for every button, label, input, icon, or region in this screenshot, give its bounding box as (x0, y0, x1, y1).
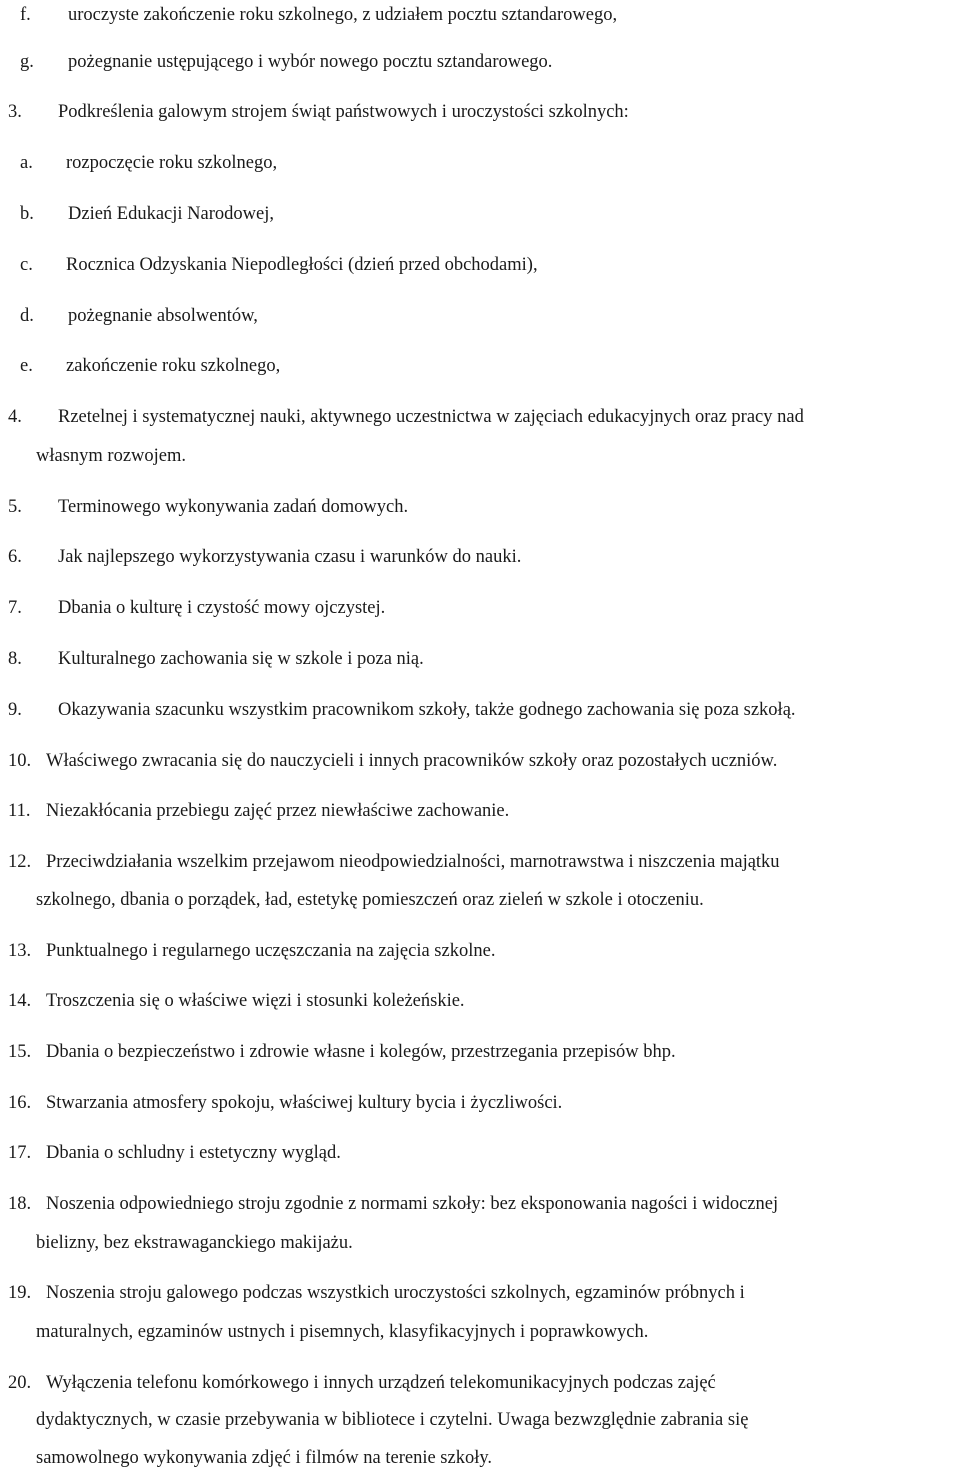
list-item (0, 99, 960, 125)
item-marker: g. (20, 52, 34, 72)
item-marker: 5. (8, 497, 22, 517)
item-marker: 13. (8, 941, 32, 961)
item-marker: d. (20, 306, 34, 326)
item-text: Troszczenia się o właściwe więzi i stosunki koleżeńskie. (46, 991, 465, 1011)
item-marker: 3. (8, 102, 22, 122)
item-text: rozpoczęcie roku szkolnego, (66, 153, 278, 173)
item-text: Okazywania szacunku wszystkim pracownikom szkoły, także godnego zachowania się poza szkołą. (58, 700, 796, 720)
list-item (0, 49, 960, 75)
list-item (0, 544, 960, 570)
item-text: Rocznica Odzyskania Niepodległości (dzień przed obchodami), (66, 255, 538, 275)
item-marker: 20. (8, 1373, 32, 1393)
item-marker: 17. (8, 1143, 32, 1163)
list-item (0, 303, 960, 329)
item-marker: 6. (8, 547, 22, 567)
item-text: Właściwego zwracania się do nauczycieli i innych pracowników szkoły oraz pozostałych uczniów. (46, 751, 778, 771)
item-continuation: szkolnego, dbania o porządek, ład, estetykę pomieszczeń oraz zieleń w szkole i otoczeniu. (36, 890, 704, 910)
list-item (0, 1280, 960, 1306)
item-marker: 14. (8, 991, 32, 1011)
list-item (0, 201, 960, 227)
item-text: Wyłączenia telefonu komórkowego i innych urządzeń telekomunikacyjnych podczas zajęć (46, 1373, 716, 1393)
item-marker: 11. (8, 801, 31, 821)
item-marker: 16. (8, 1093, 32, 1113)
item-text: Podkreślenia galowym strojem świąt państwowych i uroczystości szkolnych: (58, 102, 629, 122)
item-continuation: samowolnego wykonywania zdjęć i filmów na terenie szkoły. (36, 1448, 493, 1468)
item-text: Punktualnego i regularnego uczęszczania na zajęcia szkolne. (46, 941, 496, 961)
item-marker: 15. (8, 1042, 32, 1062)
item-text: Stwarzania atmosfery spokoju, właściwej kultury bycia i życzliwości. (46, 1093, 563, 1113)
item-continuation: własnym rozwojem. (36, 446, 187, 466)
list-item (0, 748, 960, 774)
list-item (0, 404, 960, 430)
item-text: Jak najlepszego wykorzystywania czasu i warunków do nauki. (58, 547, 522, 567)
list-item (0, 798, 960, 824)
item-marker: 4. (8, 407, 22, 427)
list-item (0, 252, 960, 278)
list-item (0, 849, 960, 875)
item-marker: 8. (8, 649, 22, 669)
item-continuation: dydaktycznych, w czasie przebywania w bibliotece i czytelni. Uwaga bezwzględnie zabrania się (36, 1410, 749, 1430)
item-text: Przeciwdziałania wszelkim przejawom nieodpowiedzialności, marnotrawstwa i niszczenia majątku (46, 852, 780, 872)
item-text: pożegnanie ustępującego i wybór nowego pocztu sztandarowego. (68, 52, 553, 72)
item-text: Dbania o kulturę i czystość mowy ojczystej. (58, 598, 386, 618)
list-item (0, 494, 960, 520)
item-marker: 19. (8, 1283, 32, 1303)
item-marker: 10. (8, 751, 32, 771)
item-continuation: bielizny, bez ekstrawaganckiego makijażu. (36, 1233, 353, 1253)
item-text: zakończenie roku szkolnego, (66, 356, 281, 376)
item-text: Dzień Edukacji Narodowej, (68, 204, 274, 224)
item-marker: c. (20, 255, 33, 275)
item-marker: 7. (8, 598, 22, 618)
list-item (0, 697, 960, 723)
item-marker: f. (20, 5, 31, 25)
list-item (0, 1191, 960, 1217)
item-text: Rzetelnej i systematycznej nauki, aktywnego uczestnictwa w zajęciach edukacyjnych oraz pracy nad (58, 407, 804, 427)
item-marker: a. (20, 153, 33, 173)
list-item (0, 1370, 960, 1396)
list-item (0, 1090, 960, 1116)
item-text: uroczyste zakończenie roku szkolnego, z udziałem pocztu sztandarowego, (68, 5, 618, 25)
item-continuation: maturalnych, egzaminów ustnych i pisemnych, klasyfikacyjnych i poprawkowych. (36, 1322, 649, 1342)
list-item (0, 150, 960, 176)
list-item (0, 1140, 960, 1166)
list-item (0, 646, 960, 672)
item-marker: e. (20, 356, 33, 376)
item-marker: 9. (8, 700, 22, 720)
item-marker: b. (20, 204, 34, 224)
item-text: Dbania o bezpieczeństwo i zdrowie własne i kolegów, przestrzegania przepisów bhp. (46, 1042, 676, 1062)
list-item (0, 353, 960, 379)
item-marker: 12. (8, 852, 32, 872)
item-marker: 18. (8, 1194, 32, 1214)
list-item (0, 938, 960, 964)
list-item (0, 1039, 960, 1065)
list-item (0, 988, 960, 1014)
item-text: Dbania o schludny i estetyczny wygląd. (46, 1143, 341, 1163)
item-text: Noszenia stroju galowego podczas wszystkich uroczystości szkolnych, egzaminów próbnych i (46, 1283, 745, 1303)
item-text: Terminowego wykonywania zadań domowych. (58, 497, 409, 517)
list-item (0, 2, 960, 28)
item-text: Noszenia odpowiedniego stroju zgodnie z normami szkoły: bez eksponowania nagości i widocznej (46, 1194, 779, 1214)
item-text: pożegnanie absolwentów, (68, 306, 258, 326)
item-text: Niezakłócania przebiegu zajęć przez niewłaściwe zachowanie. (46, 801, 510, 821)
list-item (0, 595, 960, 621)
item-text: Kulturalnego zachowania się w szkole i poza nią. (58, 649, 424, 669)
